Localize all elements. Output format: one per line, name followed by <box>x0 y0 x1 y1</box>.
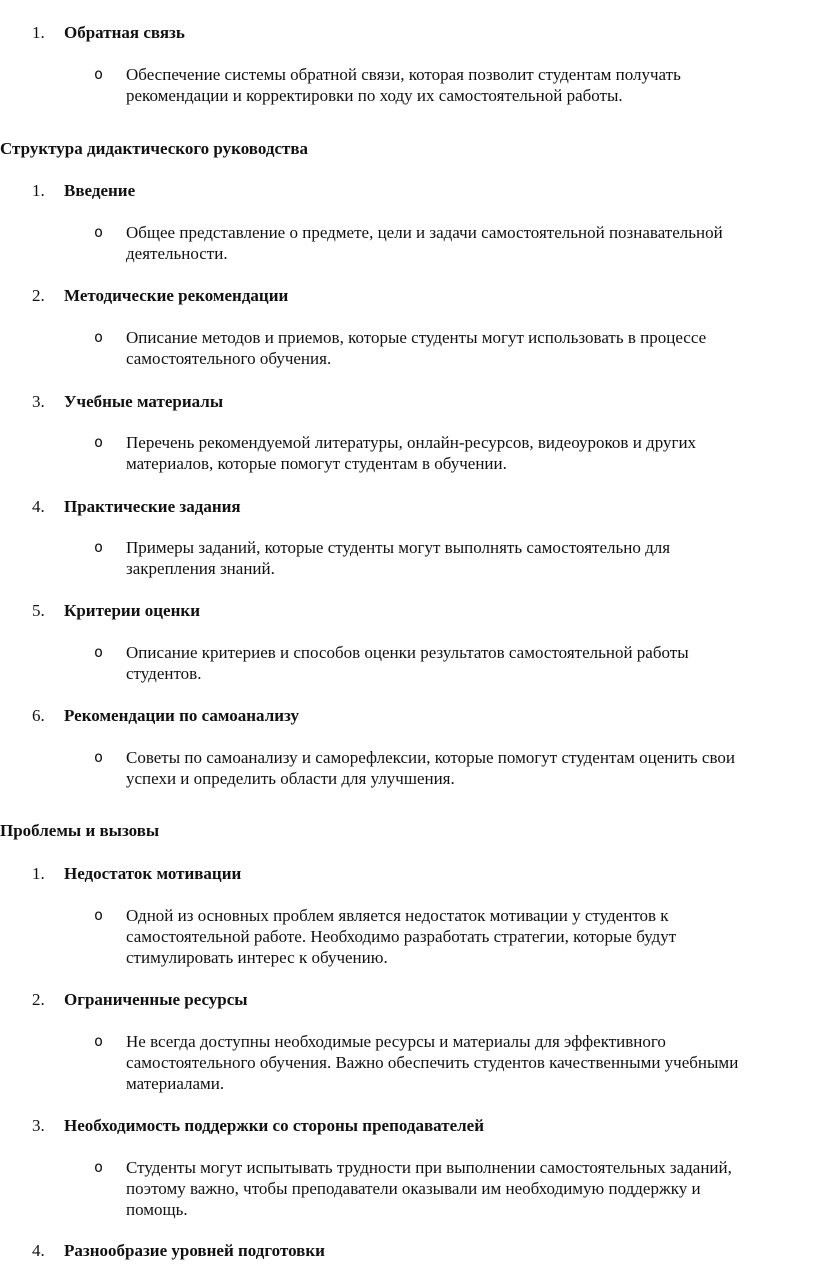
bullet-line: Не всегда доступны необходимые ресурсы и материалы для эффективного <box>126 1032 666 1051</box>
bullet-marker: o <box>94 748 104 766</box>
bullet-line: рекомендации и корректировки по ходу их самостоятельной работы. <box>126 86 623 105</box>
item-title: Рекомендации по самоанализу <box>64 706 300 725</box>
bullet-line: Описание методов и приемов, которые студенты могут использовать в процессе <box>126 328 707 347</box>
bullet-marker: o <box>94 1158 104 1176</box>
bullet-line: деятельности. <box>126 244 228 263</box>
item-title: Методические рекомендации <box>64 286 289 305</box>
item-title: Учебные материалы <box>64 392 224 411</box>
item-number: 4. <box>32 1241 45 1260</box>
bullet-line: Общее представление о предмете, цели и задачи самостоятельной познавательной <box>126 223 723 242</box>
item-title: Ограниченные ресурсы <box>64 990 248 1009</box>
bullet-text <box>126 642 796 684</box>
bullet-line: Одной из основных проблем является недостаток мотивации у студентов к <box>126 906 669 925</box>
bullet-text <box>126 222 796 264</box>
bullet-line: Обеспечение системы обратной связи, которая позволит студентам получать <box>126 65 681 84</box>
bullet-line: материалов, которые помогут студентам в обучении. <box>126 454 507 473</box>
bullet-marker: o <box>94 906 104 924</box>
bullet-line: закрепления знаний. <box>126 559 275 578</box>
bullet-text <box>126 747 796 789</box>
bullet-line: успехи и определить области для улучшения. <box>126 769 455 788</box>
bullet-marker: o <box>94 65 104 83</box>
bullet-line: поэтому важно, чтобы преподаватели оказывали им необходимую поддержку и <box>126 1179 701 1198</box>
bullet-marker: o <box>94 328 104 346</box>
bullet-line: помощь. <box>126 1200 188 1219</box>
bullet-marker: o <box>94 1032 104 1050</box>
item-number: 6. <box>32 706 45 725</box>
item-title: Практические задания <box>64 497 241 516</box>
bullet-line: Примеры заданий, которые студенты могут выполнять самостоятельно для <box>126 538 671 557</box>
item-number: 2. <box>32 286 45 305</box>
item-number: 3. <box>32 392 45 411</box>
item-title: Обратная связь <box>64 23 185 42</box>
item-number: 1. <box>32 23 45 42</box>
item-number: 1. <box>32 181 45 200</box>
item-number: 5. <box>32 601 45 620</box>
section-heading: Проблемы и вызовы <box>0 821 160 840</box>
bullet-line: самостоятельного обучения. <box>126 349 332 368</box>
item-title: Введение <box>64 181 136 200</box>
bullet-line: Студенты могут испытывать трудности при выполнении самостоятельных заданий, <box>126 1158 732 1177</box>
bullet-line: студентов. <box>126 664 202 683</box>
item-title: Разнообразие уровней подготовки <box>64 1241 325 1260</box>
bullet-line: самостоятельного обучения. Важно обеспечить студентов качественными учебными <box>126 1053 739 1072</box>
bullet-text <box>126 905 796 968</box>
bullet-line: Советы по самоанализу и саморефлексии, которые помогут студентам оценить свои <box>126 748 735 767</box>
bullet-marker: o <box>94 433 104 451</box>
bullet-line: Описание критериев и способов оценки результатов самостоятельной работы <box>126 643 689 662</box>
item-title: Критерии оценки <box>64 601 200 620</box>
item-number: 2. <box>32 990 45 1009</box>
bullet-text <box>126 537 796 579</box>
item-title: Недостаток мотивации <box>64 864 242 883</box>
bullet-marker: o <box>94 538 104 556</box>
bullet-text <box>126 432 796 474</box>
bullet-line: Перечень рекомендуемой литературы, онлайн-ресурсов, видеоуроков и других <box>126 433 697 452</box>
bullet-marker: o <box>94 643 104 661</box>
item-number: 4. <box>32 497 45 516</box>
item-number: 1. <box>32 864 45 883</box>
bullet-text <box>126 327 796 369</box>
section-heading: Структура дидактического руководства <box>0 139 309 158</box>
item-title: Необходимость поддержки со стороны преподавателей <box>64 1116 484 1135</box>
bullet-line: стимулировать интерес к обучению. <box>126 948 388 967</box>
bullet-text <box>126 64 796 106</box>
bullet-text <box>126 1157 796 1220</box>
item-number: 3. <box>32 1116 45 1135</box>
bullet-line: самостоятельной работе. Необходимо разработать стратегии, которые будут <box>126 927 677 946</box>
bullet-text <box>126 1031 796 1094</box>
bullet-line: материалами. <box>126 1074 225 1093</box>
bullet-marker: o <box>94 223 104 241</box>
